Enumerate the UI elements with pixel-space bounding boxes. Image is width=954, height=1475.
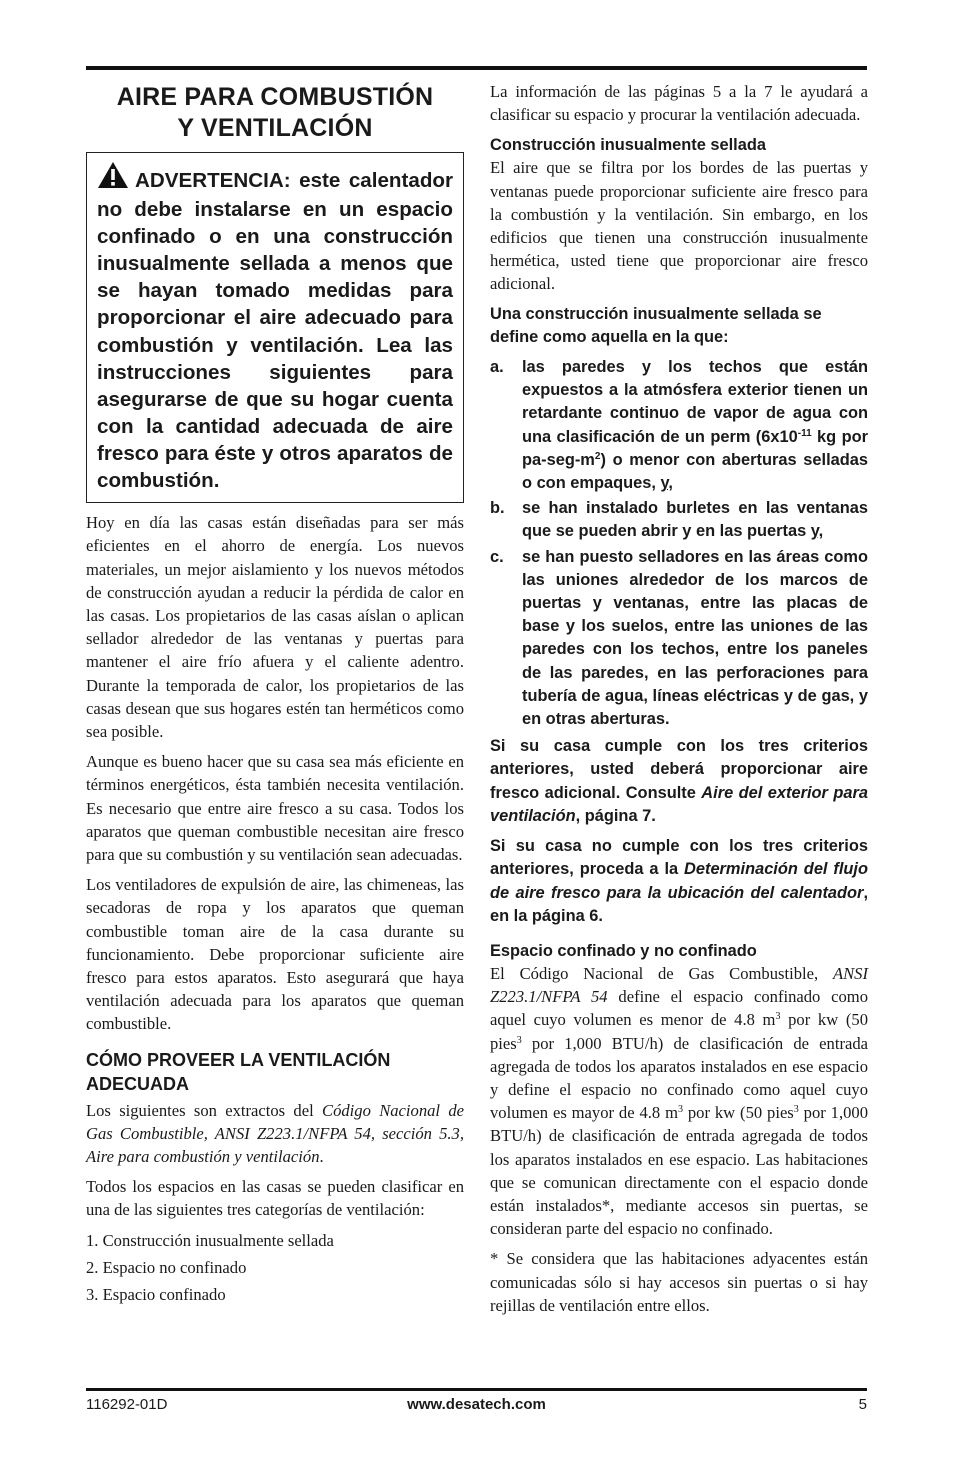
page-number: 5 [858,1396,867,1413]
criteria-met-post: , página 7. [575,806,656,825]
confined-text-5: por kw (50 pies [683,1103,794,1123]
top-rule [86,66,867,70]
intro-paragraph-2: Aunque es bueno hacer que su casa sea más eficiente en términos energéticos, ésta también necesita ventilación. Es necesario que entre aire fresco a su casa. Todos los aparatos que queman combustible necesitan aire fresco para que su combustión y su ventilación sean adecuadas. [86,752,464,864]
left-column [86,80,464,1310]
list-item: 2. Espacio no confinado [86,1257,247,1277]
criteria-label: b. [490,499,505,518]
code-reference: ANSI Z223.1/NFPA 54 [490,963,868,1007]
categories-paragraph: Todos los espacios en las casas se pueden clasificar en una de las siguientes tres categorías de ventilación: [86,1177,464,1220]
conjunction-y: y, [810,522,824,541]
superscript: 3 [793,1104,799,1116]
sealed-construction-paragraph: El aire que se filtra por los bordes de las puertas y ventanas puede proporcionar suficiente aire fresco para la combustión y la ventilación. Sin embargo, en los edificios que tienen una construcción inusualmente hermética, usted tiene que proporcionar aire fresco adicional. [490,158,868,294]
criteria-text [522,356,868,495]
footer-rule [86,1388,867,1391]
superscript: 3 [775,1011,781,1023]
criteria-not-met-paragraph [490,835,868,928]
right-column [490,80,868,1324]
superscript: 2 [594,450,601,462]
criteria-item-c [490,546,868,732]
criteria-met-pre: Si su casa cumple con los tres criterios anteriores, usted deberá proporcionar aire fresco adicional. Consulte [490,737,868,802]
criteria-not-met-post: , en la página 6. [490,883,868,925]
code-excerpt-paragraph [86,1099,464,1169]
reference-fresh-air-flow: Determinación del flujo de aire fresco para la ubicación del calentador [490,860,868,902]
confined-text-1: El Código Nacional de Gas Combustible, [490,963,833,983]
criteria-text: se han puesto selladores en las áreas como las uniones alrededor de los marcos de puertas y ventanas, entre las placas de base y los suelos, entre las uniones de las paredes con los techos, entre los paneles de las paredes, en las perforaciones para tubería de agua, líneas eléctricas y de gas, y en otras aberturas. [522,547,868,729]
superscript: 3 [516,1034,522,1046]
criteria-label: a. [490,358,504,377]
title-line-2: Y VENTILACIÓN [177,114,373,142]
criteria-text [522,497,868,543]
document-number: 116292-01D [86,1396,168,1413]
intro-paragraph-1: Hoy en día las casas están diseñadas para ser más eficientes en el ahorro de energía. Los nuevos materiales, un mejor aislamiento y los nuevos métodos de construcción ayudan a reducir la pérdida de calor en las casas. Los propietarios de las casas aíslan o aplican sellador alrededor de las ventanas y puertas para mantener el aire frío afuera y el caliente adentro. Durante la temporada de calor, los propietarios de las casas desean que sus hogares estén tan herméticos como sea posible. [86,513,464,741]
warning-paragraph [97,161,453,494]
criteria-a-text-3: ) o menor con aberturas selladas o con empaques, [522,450,868,493]
list-item: 3. Espacio confinado [86,1285,226,1305]
confined-space-heading: Espacio confinado y no confinado [490,941,757,960]
warning-text: ADVERTENCIA: este calentador no debe instalarse en un espacio confinado o en una construcción inusualmente sellada a menos que se hayan tomado medidas para proporcionar el aire adecuado para combustión y ventilación. Lea las instrucciones siguientes para asegurarse de que su hogar cuenta con la cantidad adecuada de aire fresco para éste y otros aparatos de combustión. [97,169,453,493]
warning-box [86,152,464,503]
code-reference: Código Nacional de Gas Combustible, ANSI Z223.1/NFPA 54, sección 5.3, Aire para combustión y ventilación [86,1100,464,1166]
conjunction-y: y, [660,474,673,493]
footnote: * Se considera que las habitaciones adyacentes están comunicadas sólo si hay accesos sin puertas o si hay rejillas de ventilación entre ellos. [490,1249,868,1315]
intro-paragraph-3: Los ventiladores de expulsión de aire, las chimeneas, las secadoras de ropa y los aparatos que queman combustible toman aire de la casa durante su funcionamiento. Debe proporcionar suficiente aire fresco para estos aparatos. Esto asegurará que haya ventilación adecuada para los aparatos que queman combustible. [86,875,464,1034]
ventilation-heading: CÓMO PROVEER LA VENTILACIÓN ADECUADA [86,1049,391,1094]
reference-outdoor-air: Aire del exterior para ventilación [490,783,868,825]
page-title [86,82,464,144]
confined-text-4: por 1,000 BTU/h) de clasificación de entrada agregada de todos los aparatos instalados en ese espacio y define el espacio no confinado como aquel cuyo volumen es mayor de 4.8 m [490,1033,868,1123]
title-line-1: AIRE PARA COMBUSTIÓN [116,83,434,111]
criteria-item-b [490,497,868,543]
code-excerpt-pre: Los siguientes son extractos del [86,1100,323,1120]
list-item: 1. Construcción inusualmente sellada [86,1230,334,1250]
criteria-a-text-2: kg por pa-seg-m [522,427,868,469]
confined-text-6: por 1,000 BTU/h) de clasificación de entrada agregada de todos los aparatos instalados en ese espacio. Las habitaciones que se comunican directamente con el espacio donde están instalados*, mediante accesos sin puertas, se consideran parte del espacio no confinado. [490,1103,868,1239]
website-link[interactable]: www.desatech.com [407,1396,546,1413]
sealed-definition: Una construcción inusualmente sellada se define como aquella en la que: [490,304,822,346]
sealed-construction-heading: Construcción inusualmente sellada [490,136,766,155]
warning-triangle-icon [97,161,129,196]
confined-space-paragraph [490,962,868,1240]
page-footer [86,1396,867,1420]
superscript: -11 [797,427,812,439]
criteria-not-met-pre: Si su casa no cumple con los tres criterios anteriores, proceda a la [490,837,868,879]
category-list [86,1229,464,1307]
criteria-met-paragraph [490,735,868,828]
criteria-a-text-1: las paredes y los techos que están expuestos a la atmósfera exterior tienen un retardante continuo de vapor de agua con una clasificación de un perm (6x10 [522,358,868,446]
criteria-b-text: se han instalado burletes en las ventanas que se pueden abrir y en las puertas [522,499,868,541]
criteria-label: c. [490,547,504,566]
code-excerpt-post: . [319,1147,324,1166]
superscript: 3 [678,1104,683,1116]
right-intro-paragraph: La información de las páginas 5 a la 7 le ayudará a clasificar su espacio y procurar la ventilación adecuada. [490,82,868,125]
criteria-list [490,356,868,731]
confined-text-2: define el espacio confinado como aquel cuyo volumen es menor de 4.8 m [490,987,868,1030]
confined-text-3: por kw (50 pies [490,1010,868,1053]
criteria-item-a [490,356,868,495]
